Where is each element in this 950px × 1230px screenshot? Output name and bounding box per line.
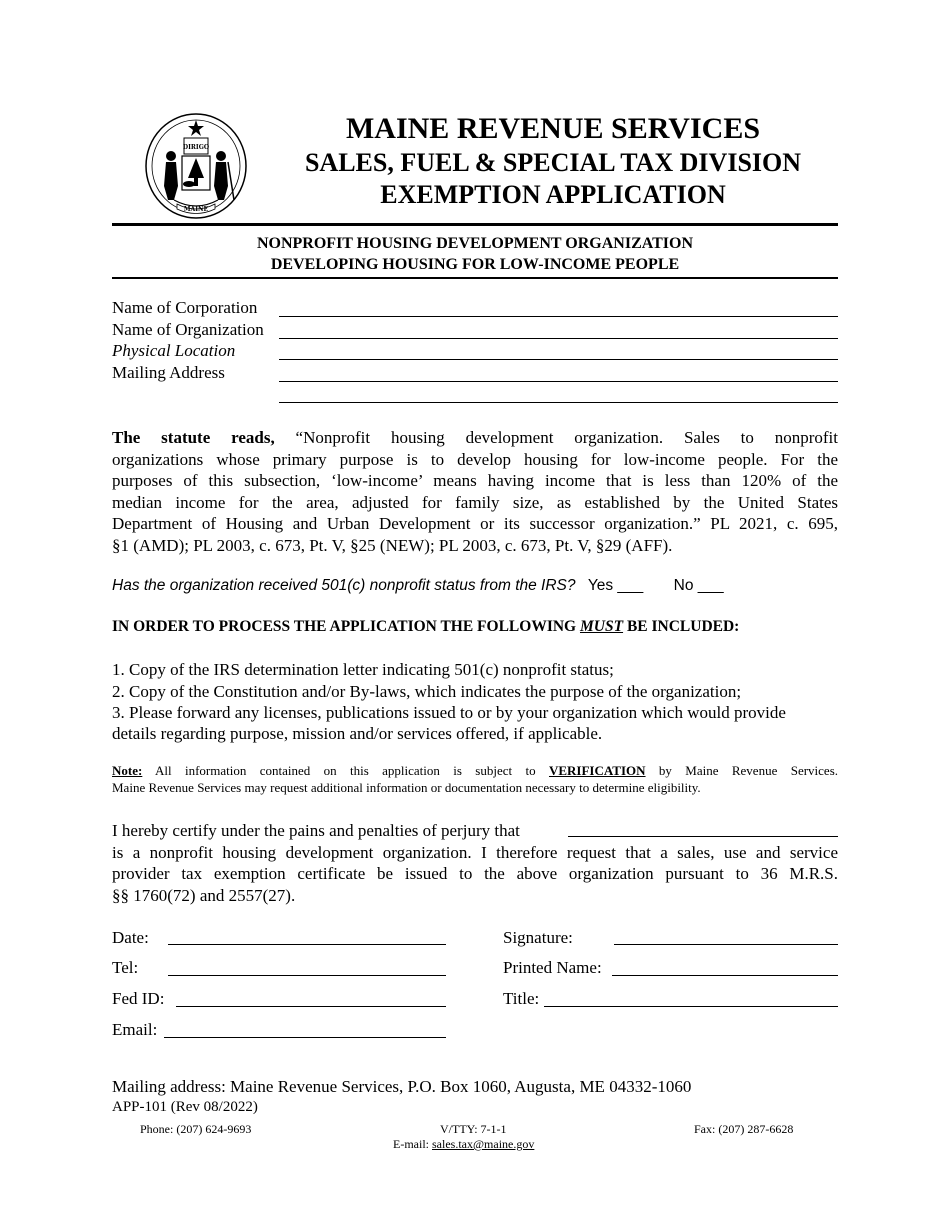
corporation-field[interactable] [279, 316, 838, 317]
footer-tty: V/TTY: 7-1-1 [440, 1122, 507, 1136]
subheader-line2: DEVELOPING HOUSING FOR LOW-INCOME PEOPLE [270, 256, 680, 273]
note-label: Note: [112, 763, 143, 778]
physical-location-field[interactable] [279, 359, 838, 360]
state-seal-logo [144, 112, 248, 220]
footer-email-link[interactable]: sales.tax@maine.gov [432, 1137, 535, 1151]
no-blank[interactable]: No ___ [673, 577, 724, 594]
printed-name-label: Printed Name: [503, 958, 602, 977]
printed-name-field[interactable] [612, 975, 838, 976]
statute-line6: §1 (AMD); PL 2003, c. 673, Pt. V, §25 (NEW); PL 2003, c. 673, Pt. V, §29 (AFF). [112, 535, 673, 555]
requirements-heading [112, 618, 739, 636]
email-field[interactable] [164, 1037, 446, 1038]
statute-paragraph [112, 427, 838, 556]
subheader-divider [112, 277, 838, 279]
requirements-must: MUST [579, 618, 624, 635]
footer-email-label: E-mail: [393, 1137, 429, 1151]
verification-note [112, 763, 838, 796]
mailing-address-field-line2[interactable] [279, 402, 838, 403]
subheader-line1: NONPROFIT HOUSING DEVELOPMENT ORGANIZATION [256, 235, 694, 252]
statute-line3: purposes of this subsection, ‘low-income’ means having income that is less than 120% of the [112, 471, 838, 490]
requirement-item-3-line2: details regarding purpose, mission and/or services offered, if applicable. [112, 724, 603, 743]
certify-organization-field[interactable] [568, 836, 838, 837]
note-post: by Maine Revenue Services. [658, 763, 839, 778]
footer-email [393, 1137, 534, 1152]
note-pre: All information contained on this application is subject to [154, 763, 536, 778]
svg-text:DIRIGO: DIRIGO [182, 144, 210, 151]
footer-mailing-address: Mailing address: Maine Revenue Services, P.O. Box 1060, Augusta, ME 04332-1060 [112, 1077, 692, 1096]
organization-field[interactable] [279, 338, 838, 339]
statute-lead: The statute reads, [112, 428, 275, 447]
requirement-item-2: 2. Copy of the Constitution and/or By-laws, which indicates the purpose of the organization; [112, 682, 742, 701]
statute-line5: Department of Housing and Urban Development or its successor organization.” PL 2021, c. 695, [112, 514, 838, 533]
yes-blank[interactable]: Yes ___ [587, 577, 644, 594]
note-verification: VERIFICATION [548, 763, 646, 778]
requirement-item-1: 1. Copy of the IRS determination letter indicating 501(c) nonprofit status; [112, 660, 614, 679]
fed-id-label: Fed ID: [112, 989, 165, 1008]
email-label: Email: [112, 1020, 158, 1039]
certification-line3: provider tax exemption certificate be issued to the above organization pursuant to 36 M.R.S. [112, 864, 838, 883]
title-field[interactable] [544, 1006, 838, 1007]
form-title: EXEMPTION APPLICATION [380, 180, 726, 209]
physical-location-label: Physical Location [112, 341, 236, 360]
header-divider [112, 223, 838, 226]
certification-line4: §§ 1760(72) and 2557(27). [112, 885, 296, 905]
statute-line1: “Nonprofit housing development organization. Sales to nonprofit [295, 428, 839, 447]
signature-field[interactable] [614, 944, 838, 945]
requirement-item-3-line1: 3. Please forward any licenses, publications issued to or by your organization which would provide [112, 703, 786, 722]
note-line2: Maine Revenue Services may request additional information or documentation necessary to determine eligibility. [112, 779, 701, 795]
statute-line2: organizations whose primary purpose is to develop housing for low-income people. For the [112, 449, 838, 469]
mailing-address-field[interactable] [279, 381, 838, 382]
seal-banner-text: MAINE [183, 206, 209, 213]
form-number: APP-101 (Rev 08/2022) [112, 1099, 258, 1115]
requirements-heading-pre: IN ORDER TO PROCESS THE APPLICATION THE FOLLOWING [112, 618, 577, 635]
date-label: Date: [112, 928, 149, 947]
footer-fax: Fax: (207) 287-6628 [694, 1122, 794, 1136]
division-title: SALES, FUEL & SPECIAL TAX DIVISION [304, 148, 802, 177]
tel-field[interactable] [168, 975, 446, 976]
statute-line4: median income for the area, adjusted for family size, as established by the United States [112, 492, 838, 512]
title-label: Title: [503, 989, 540, 1008]
requirements-heading-post: BE INCLUDED: [626, 618, 740, 635]
question-text: Has the organization received 501(c) nonprofit status from the IRS? [112, 577, 576, 594]
mailing-address-label: Mailing Address [112, 363, 225, 382]
irs-status-question [112, 577, 724, 595]
agency-title: MAINE REVENUE SERVICES [345, 112, 761, 145]
tel-label: Tel: [112, 958, 139, 977]
certification-line2: is a nonprofit housing development organization. I therefore request that a sales, use and service [112, 842, 838, 862]
organization-label: Name of Organization [112, 320, 264, 339]
fed-id-field[interactable] [176, 1006, 446, 1007]
corporation-label: Name of Corporation [112, 298, 258, 317]
signature-label: Signature: [503, 928, 573, 947]
certification-line1: I hereby certify under the pains and penalties of perjury that [112, 821, 520, 840]
footer-phone: Phone: (207) 624-9693 [140, 1122, 252, 1136]
certification-paragraph [112, 820, 838, 906]
date-field[interactable] [168, 944, 446, 945]
